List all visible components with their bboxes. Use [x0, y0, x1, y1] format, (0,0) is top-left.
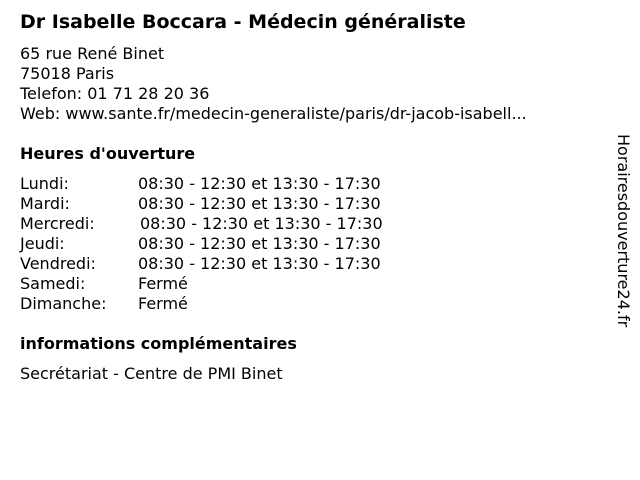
day-label: Samedi: — [20, 274, 86, 293]
day-label: Vendredi: — [20, 254, 96, 273]
info-text: Secrétariat - Centre de PMI Binet — [20, 364, 283, 383]
hours-value: 08:30 - 12:30 et 13:30 - 17:30 — [140, 214, 383, 233]
hours-row-thursday — [20, 234, 440, 254]
hours-row-friday — [20, 254, 440, 274]
hours-value: 08:30 - 12:30 et 13:30 - 17:30 — [138, 194, 381, 213]
hours-value: 08:30 - 12:30 et 13:30 - 17:30 — [138, 234, 381, 253]
street-address: 65 rue René Binet — [20, 44, 165, 63]
hours-row-sunday — [20, 294, 440, 314]
day-label: Mardi: — [20, 194, 70, 213]
hours-value: 08:30 - 12:30 et 13:30 - 17:30 — [138, 254, 381, 273]
hours-row-tuesday — [20, 194, 440, 214]
hours-row-wednesday — [20, 214, 440, 234]
info-heading: informations complémentaires — [20, 334, 297, 353]
hours-value: Fermé — [138, 294, 188, 313]
phone-number[interactable]: Telefon: 01 71 28 20 36 — [20, 84, 210, 103]
address-block — [20, 44, 527, 124]
city: 75018 Paris — [20, 64, 115, 83]
hours-value: Fermé — [138, 274, 188, 293]
site-watermark: Horairesdouverture24.fr — [614, 134, 633, 328]
hours-row-monday — [20, 174, 440, 194]
day-label: Dimanche: — [20, 294, 107, 313]
hours-row-saturday — [20, 274, 440, 294]
day-label: Jeudi: — [20, 234, 65, 253]
website-link[interactable]: Web: www.sante.fr/medecin-generaliste/paris/dr-jacob-isabell... — [20, 104, 527, 123]
page-title: Dr Isabelle Boccara - Médecin généraliste — [20, 11, 466, 33]
day-label: Mercredi: — [20, 214, 95, 233]
hours-value: 08:30 - 12:30 et 13:30 - 17:30 — [138, 174, 381, 193]
hours-heading: Heures d'ouverture — [20, 144, 196, 163]
day-label: Lundi: — [20, 174, 69, 193]
opening-hours-table — [20, 174, 440, 314]
